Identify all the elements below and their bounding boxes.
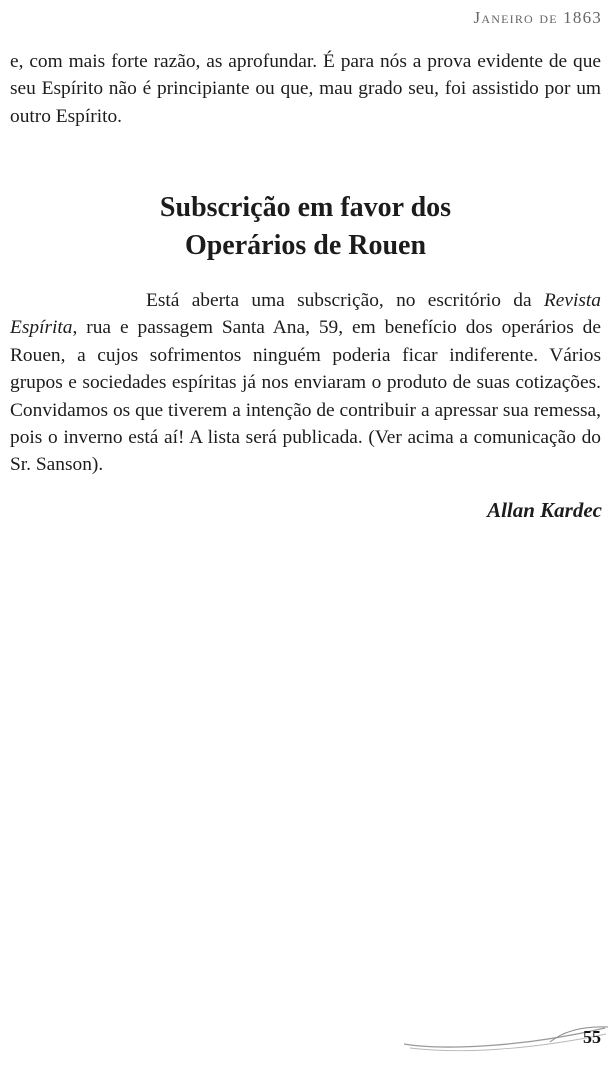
footer-swoosh-ornament [400,1020,611,1060]
section-title-line-2: Operários de Rouen [184,230,427,261]
section-title-line-1: Subscrição em favor dos [159,192,452,223]
section-body-paragraph [10,287,601,479]
section-title [0,189,611,265]
body-text-part-1: Está aberta uma subscrição, no escritório da [146,290,544,311]
running-header: Janeiro de 1863 [473,8,602,27]
journal-title: Revista Espírita [10,290,601,339]
paragraph-indent [10,290,146,311]
intro-paragraph: e, com mais forte razão, as aprofundar. É para nós a prova evidente de que seu Espírito não é principiante ou que, mau grado seu, foi assistido por um outro Espírito. [10,51,601,127]
body-text-part-2: , rua e passagem Santa Ana, 59, em benefício dos operários de Rouen, a cujos sofrimentos ninguém poderia ficar indiferente. Vários grupos e sociedades espíritas já nos enviaram o produto de suas cotizações. Convidamos os que tiverem a intenção de contribuir a apressar sua remessa, pois o inverno está aí! A lista será publicada. (Ver acima a comunicação do Sr. Sanson). [10,317,601,476]
page-number: 55 [583,1027,601,1047]
author-signature: Allan Kardec [487,498,602,522]
